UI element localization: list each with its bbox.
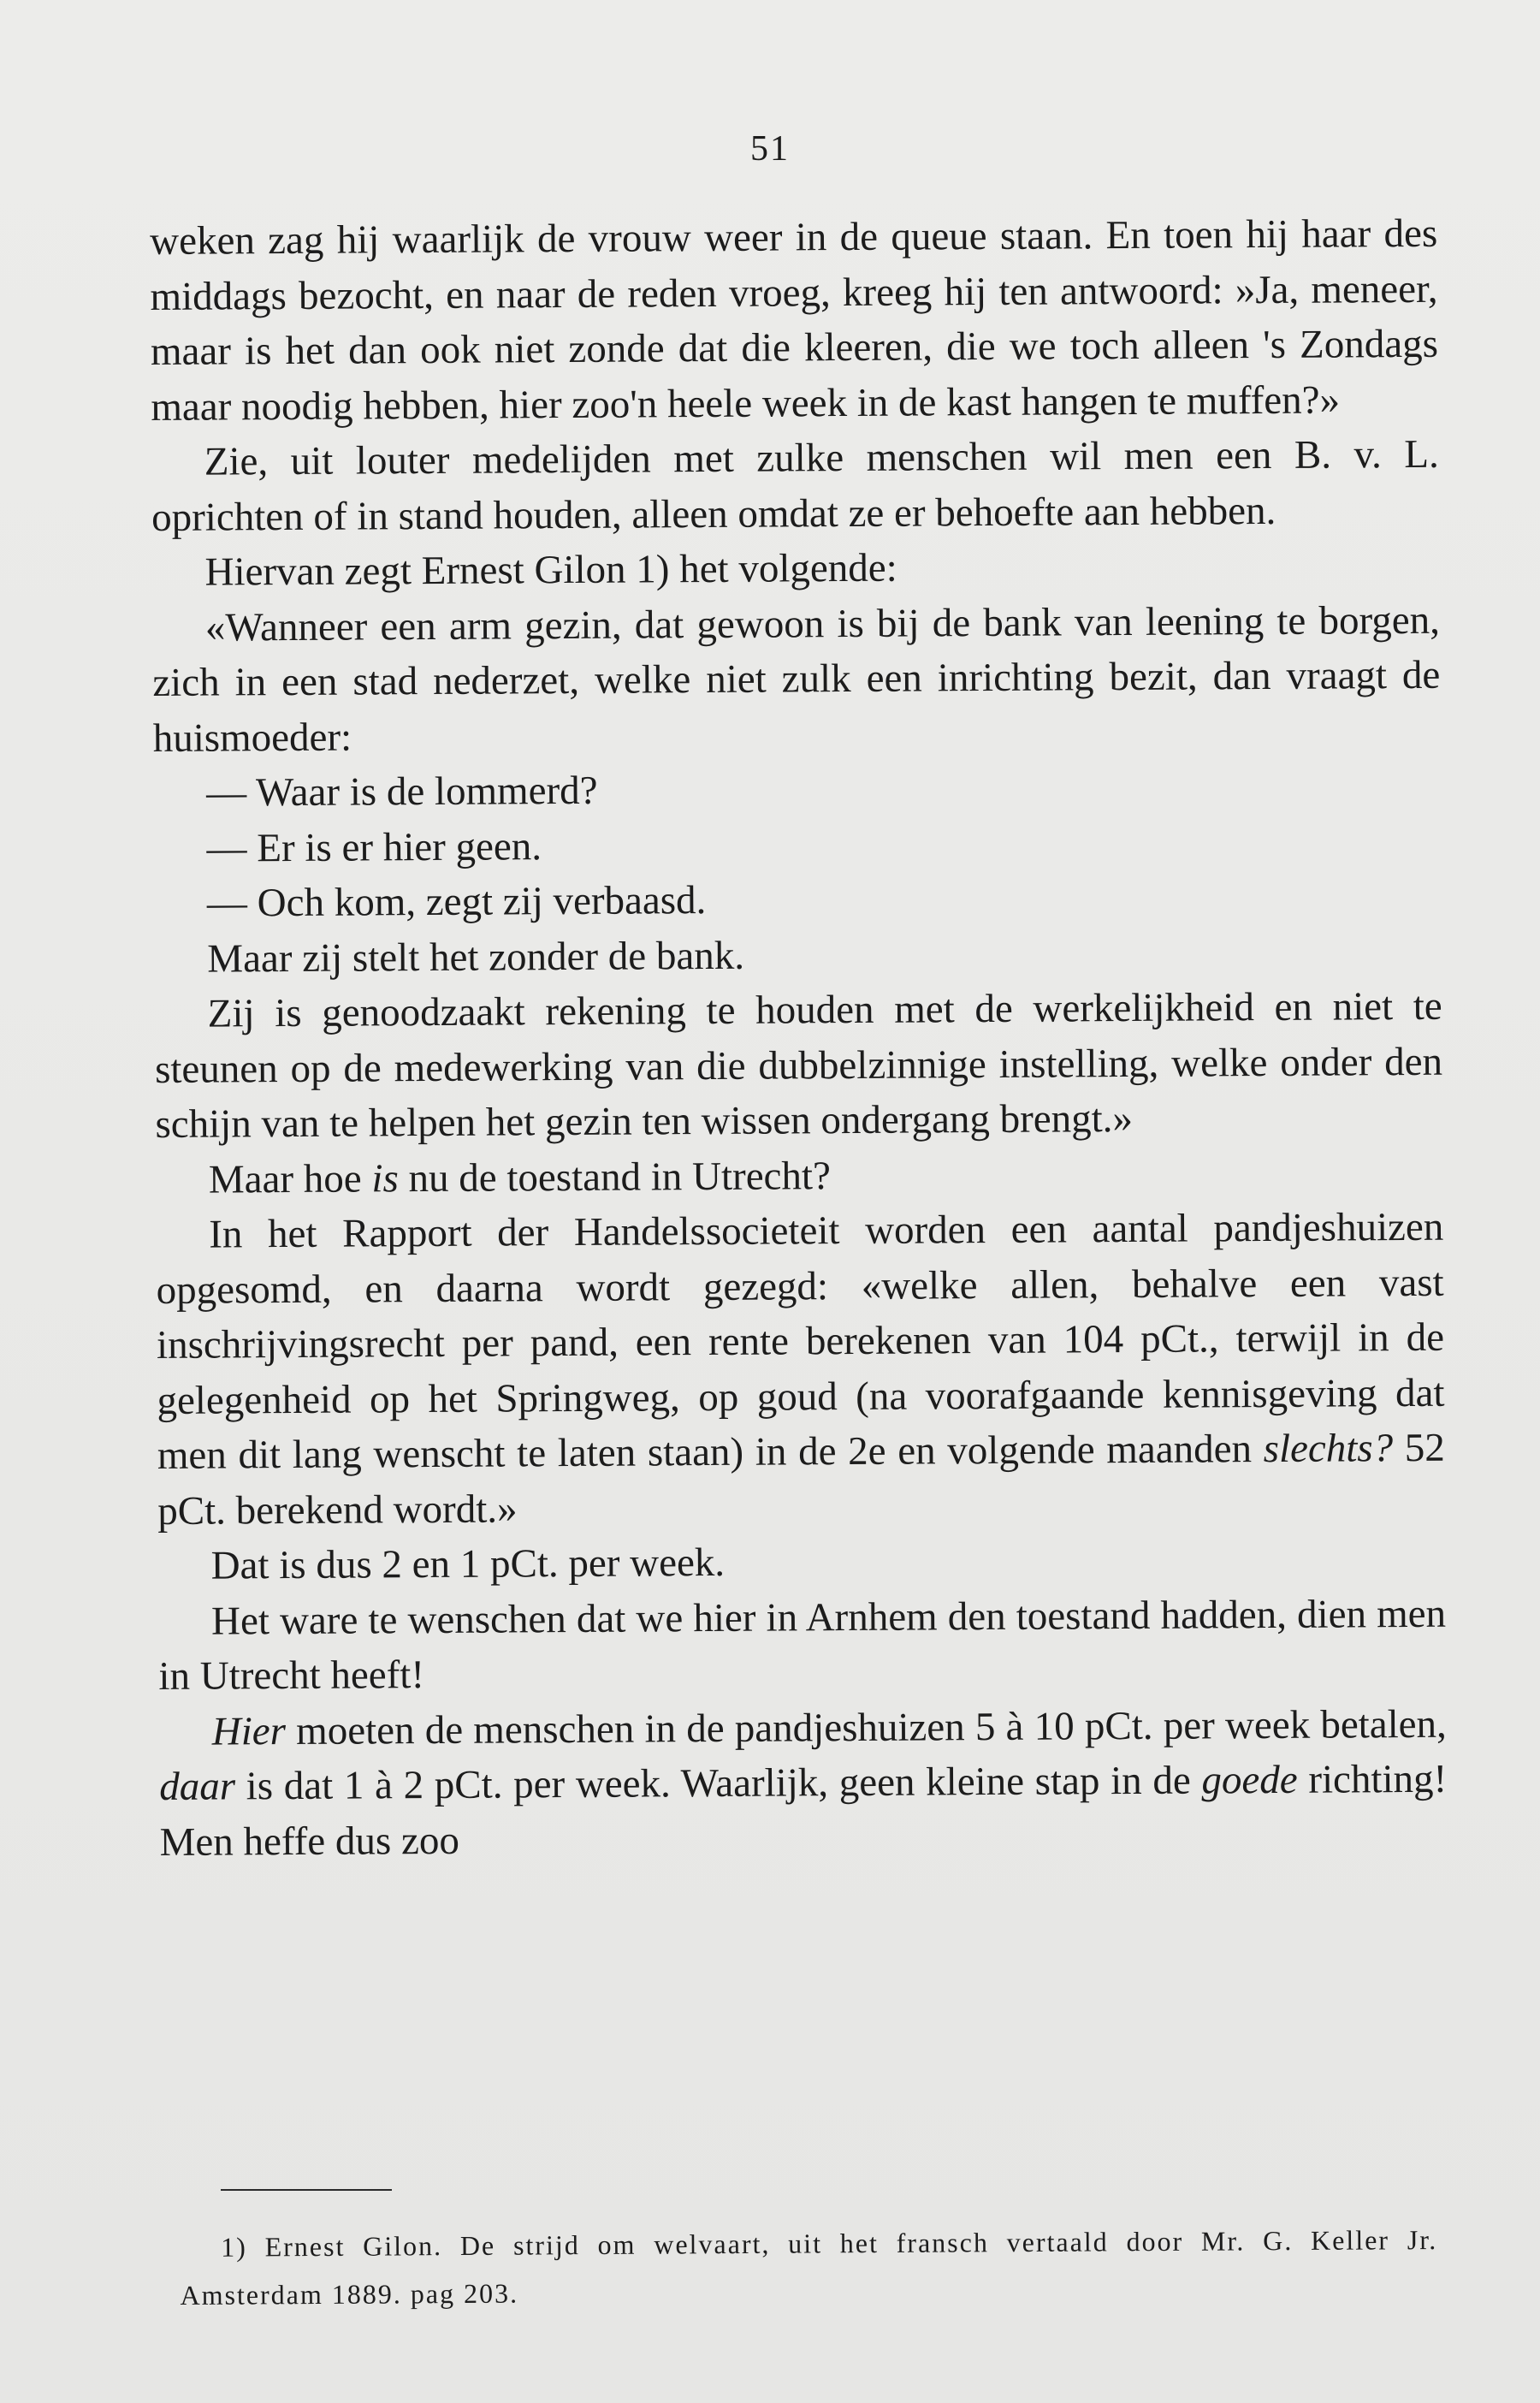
page-number: 51: [750, 129, 790, 169]
footnote: [180, 2216, 1438, 2319]
paragraph-6-italic: is: [371, 1155, 399, 1201]
paragraph-2: Zie, uit louter medelijden met zulke menschen wil men een B. v. L. oprichten of in stand houden, alleen omdat ze er behoefte aan hebben.: [151, 431, 1439, 540]
footnote-body: Ernest Gilon. De strijd om welvaart, uit het fransch vertaald door Mr. G. Keller Jr. Amsterdam 1889. pag 203.: [180, 2224, 1438, 2311]
dialogue-line-2: — Er is er hier geen.: [206, 823, 542, 871]
paragraph-10-text-2: is dat 1 à 2 pCt. per week. Waarlijk, geen kleine stap in de: [234, 1758, 1202, 1809]
footnote-marker: 1): [221, 2231, 247, 2263]
quote-paragraph: «Wanneer een arm gezin, dat gewoon is bij de bank van leening te borgen, zich in een stad nederzet, welke niet zulk een inrichting bezit, dan vraagt de huismoeder:: [152, 597, 1441, 761]
paragraph-10-italic-1: Hier: [211, 1708, 287, 1754]
paragraph-7: [156, 1200, 1445, 1539]
paragraph-3: Hiervan zegt Ernest Gilon 1) het volgende:: [204, 545, 897, 595]
paragraph-7-after: 52 pCt. berekend wordt.»: [157, 1425, 1445, 1534]
paragraph-10-italic-3: goede: [1201, 1757, 1298, 1803]
paragraph-9: Het ware te wenschen dat we hier in Arnhem den toestand hadden, dien men in Utrecht heeft!: [158, 1591, 1447, 1699]
paragraph-5: Zij is genoodzaakt rekening te houden met de werkelijkheid en niet te steunen op de medewerking van die dubbelzinnige instelling, welke onder den schijn van te helpen het gezin ten wissen ondergang brengt.»: [154, 983, 1443, 1147]
paragraph-7-main: In het Rapport der Handelssocieteit worden een aantal pandjeshuizen opgesomd, en daarna wordt gezegd: «welke allen, behalve een vast inschrijvingsrecht per pand, een rente berekenen van 104 pCt., terwijl in de gelegenheid op het Springweg, op goud (na voorafgaande kennisgeving dat men dit lang wenscht te laten staan) in de 2e en volgende maanden: [156, 1204, 1445, 1478]
paragraph-6: [156, 1144, 1443, 1207]
paragraph-10-text-1: moeten de menschen in de pandjeshuizen 5 à 10 pCt. per week betalen,: [285, 1701, 1447, 1753]
footnote-text: [180, 2216, 1438, 2319]
paragraph-7-italic: slechts?: [1263, 1426, 1394, 1472]
dialogue-line-3: — Och kom, zegt zij verbaasd.: [206, 878, 707, 926]
paragraph-10-text-3: richting! Men heffe dus zoo: [159, 1756, 1448, 1865]
paragraph-8: Dat is dus 2 en 1 pCt. per week.: [210, 1540, 726, 1588]
paragraph-6-after: nu de toestand in Utrecht?: [398, 1153, 832, 1201]
body-text: [150, 206, 1448, 1870]
paragraph-4: Maar zij stelt het zonder de bank.: [207, 933, 745, 982]
paragraph-10-italic-2: daar: [159, 1764, 236, 1809]
footnote-rule: [221, 2189, 392, 2191]
paragraph-1: weken zag hij waarlijk de vrouw weer in de queue staan. En toen hij haar des middags bezocht, en naar de reden vroeg, kreeg hij ten antwoord: »Ja, meneer, maar is het dan ook niet zonde dat die kleeren, die we toch alleen 's Zondags maar noodig hebben, hier zoo'n heele week in de kast hangen te muffen?»: [150, 211, 1439, 430]
paragraph-6-before: Maar hoe: [208, 1155, 372, 1202]
paragraph-10: [159, 1696, 1448, 1870]
dialogue-line-1: — Waar is de lommerd?: [205, 768, 598, 816]
